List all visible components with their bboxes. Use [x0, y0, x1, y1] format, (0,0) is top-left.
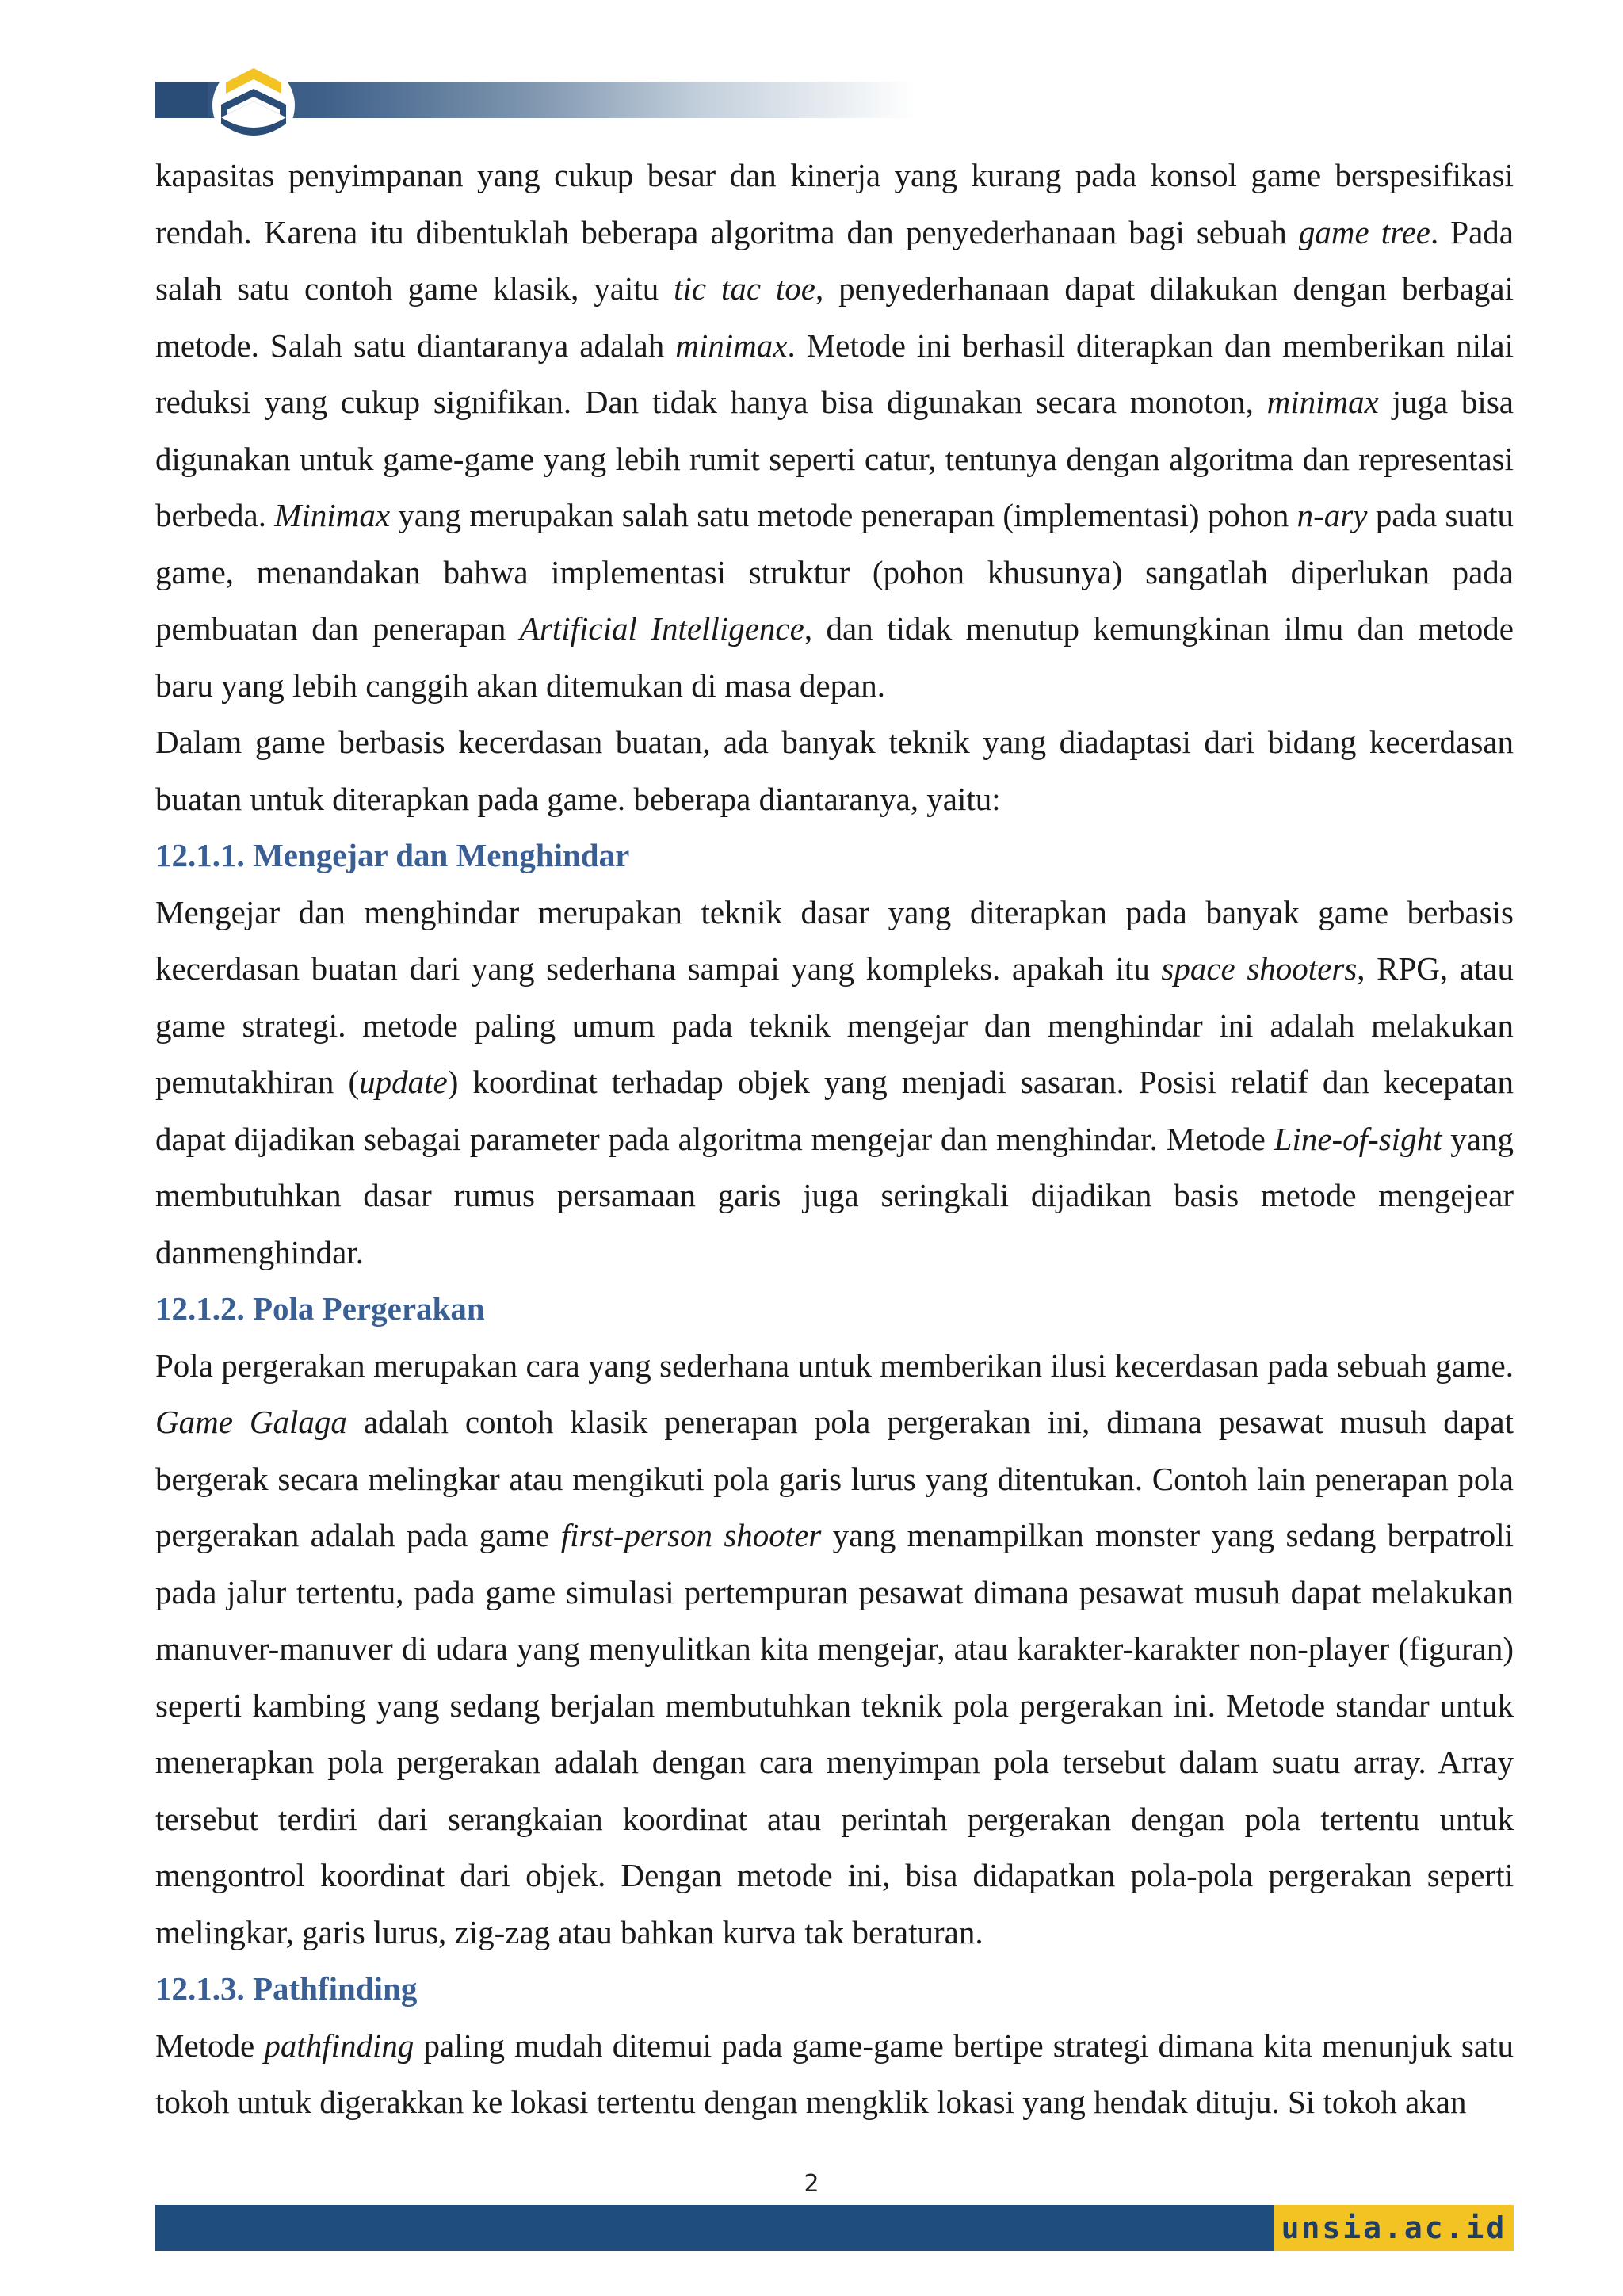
university-chevron-logo-icon: [210, 62, 297, 149]
paragraph: Dalam game berbasis kecerdasan buatan, ada banyak teknik yang diadaptasi dari bidang kecerdasan buatan untuk diterapkan pada game. beberapa diantaranya, yaitu:: [155, 724, 1514, 817]
paragraph: Metode pathfinding paling mudah ditemui pada game-game bertipe strategi dimana kita menunjuk satu tokoh untuk digerakkan ke lokasi tertentu dengan mengklik lokasi yang hendak dituju. Si tokoh akan: [155, 2027, 1514, 2120]
italic-term: minimax: [1266, 384, 1379, 420]
document-body: [155, 147, 1514, 2131]
italic-term: Game Galaga: [155, 1404, 347, 1440]
page-number: 2: [804, 2170, 819, 2198]
italic-term: tic tac toe: [674, 270, 816, 307]
italic-term: pathfinding: [264, 2027, 414, 2064]
paragraph: kapasitas penyimpanan yang cukup besar dan kinerja yang kurang pada konsol game berspesifikasi rendah. Karena itu dibentuklah beberapa algoritma dan penyederhanaan bagi sebuah game tree. Pada salah satu contoh game klasik, yaitu tic tac toe, penyederhanaan dapat dilakukan dengan berbagai metode. Salah satu diantaranya adalah minimax. Metode ini berhasil diterapkan dan memberikan nilai reduksi yang cukup signifikan. Dan tidak hanya bisa digunakan secara monoton, minimax juga bisa digunakan untuk game-game yang lebih rumit seperti catur, tentunya dengan algoritma dan representasi berbeda. Minimax yang merupakan salah satu metode penerapan (implementasi) pohon n-ary pada suatu game, menandakan bahwa implementasi struktur (pohon khusunya) sangatlah diperlukan pada pembuatan dan penerapan Artificial Intelligence, dan tidak menutup kemungkinan ilmu dan metode baru yang lebih canggih akan ditemukan di masa depan.: [155, 157, 1514, 704]
section-heading: 12.1.1. Mengejar dan Menghindar: [155, 837, 630, 873]
italic-term: n-ary: [1296, 497, 1368, 533]
italic-term: Artificial Intelligence: [519, 610, 804, 647]
footer-site-label: unsia.ac.id: [1274, 2205, 1514, 2251]
italic-term: first-person shooter: [560, 1517, 822, 1553]
italic-term: game tree: [1298, 213, 1430, 250]
italic-term: Minimax: [274, 497, 391, 533]
italic-term: space shooters: [1161, 950, 1358, 987]
header-block: [155, 82, 208, 118]
section-heading: 12.1.2. Pola Pergerakan: [155, 1290, 485, 1327]
italic-term: update: [359, 1064, 448, 1100]
paragraph: Pola pergerakan merupakan cara yang sederhana untuk memberikan ilusi kecerdasan pada sebuah game. Game Galaga adalah contoh klasik penerapan pola pergerakan ini, dimana pesawat musuh dapat bergerak secara melingkar atau mengikuti pola garis lurus yang ditentukan. Contoh lain penerapan pola pergerakan adalah pada game first-person shooter yang menampilkan monster yang sedang berpatroli pada jalur tertentu, pada game simulasi pertempuran pesawat dimana pesawat musuh dapat melakukan manuver-manuver di udara yang menyulitkan kita mengejar, atau karakter-karakter non-player (figuran) seperti kambing yang sedang berjalan membutuhkan teknik pola pergerakan ini. Metode standar untuk menerapkan pola pergerakan adalah dengan cara menyimpan pola tersebut dalam suatu array. Array tersebut terdiri dari serangkaian koordinat atau perintah pergerakan dengan pola tertentu untuk mengontrol koordinat dari objek. Dengan metode ini, bisa didapatkan pola-pola pergerakan seperti melingkar, garis lurus, zig-zag atau bahkan kurva tak beraturan.: [155, 1347, 1514, 1950]
italic-term: minimax: [675, 327, 788, 364]
italic-term: Line-of-sight: [1274, 1120, 1442, 1157]
section-heading: 12.1.3. Pathfinding: [155, 1970, 418, 2007]
paragraph: Mengejar dan menghindar merupakan teknik dasar yang diterapkan pada banyak game berbasis kecerdasan buatan dari yang sederhana sampai yang kompleks. apakah itu space shooters, RPG, atau game strategi. metode paling umum pada teknik mengejar dan menghindar ini adalah melakukan pemutakhiran (update) koordinat terhadap objek yang menjadi sasaran. Posisi relatif dan kecepatan dapat dijadikan sebagai parameter pada algoritma mengejar dan menghindar. Metode Line-of-sight yang membutuhkan dasar rumus persamaan garis juga seringkali dijadikan basis metode mengejear danmenghindar.: [155, 893, 1514, 1270]
